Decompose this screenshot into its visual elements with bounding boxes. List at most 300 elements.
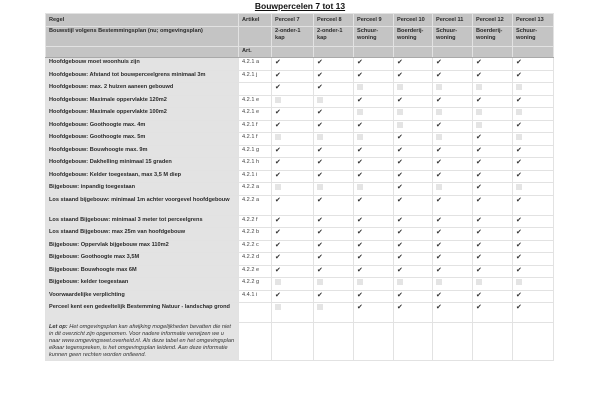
checkmark-icon: ✔ <box>476 196 482 204</box>
checkmark-icon: ✔ <box>357 59 363 66</box>
parcel-10-cell <box>394 70 433 83</box>
checkmark-icon: ✔ <box>357 241 363 249</box>
checkmark-icon: ✔ <box>397 196 403 204</box>
table-row <box>46 58 554 71</box>
checkmark-icon: ✔ <box>317 291 323 299</box>
blank-cell <box>272 323 314 361</box>
empty-checkbox-icon <box>476 122 482 128</box>
parcel-13-cell <box>513 83 554 96</box>
checkmark-icon: ✔ <box>275 229 281 236</box>
checkmark-icon: ✔ <box>317 241 323 249</box>
table-row <box>46 265 554 278</box>
parcel-10-cell <box>394 195 433 215</box>
checkmark-icon: ✔ <box>357 171 363 179</box>
checkmark-icon: ✔ <box>317 266 323 274</box>
parcel-9-cell <box>354 278 394 291</box>
article-ref: 4.2.1 f <box>239 133 272 146</box>
parcel-8-cell <box>314 228 354 241</box>
parcel-9-cell <box>354 303 394 323</box>
empty-checkbox-icon <box>476 109 482 115</box>
checkmark-icon: ✔ <box>357 121 363 129</box>
checkmark-icon: ✔ <box>275 291 281 299</box>
checkmark-icon: ✔ <box>476 254 482 261</box>
article-ref: 4.2.1 j <box>239 70 272 83</box>
article-ref: 4.2.2 a <box>239 195 272 215</box>
empty-checkbox-icon <box>357 279 363 285</box>
checkmark-icon: ✔ <box>275 121 281 129</box>
parcel-12-cell <box>473 215 513 228</box>
parcel-10-cell <box>394 303 433 323</box>
parcel-9-cell <box>354 215 394 228</box>
style-parcel-13: Schuur-woning <box>513 27 554 47</box>
parcel-11-cell <box>433 70 473 83</box>
checkmark-icon: ✔ <box>317 229 323 236</box>
parcel-12-cell <box>473 133 513 146</box>
blank-cell <box>473 323 513 361</box>
checkmark-icon: ✔ <box>476 134 482 141</box>
rule-label: Los staand bijgebouw: minimaal 1m achter voorgevel hoofdgebouw <box>46 195 239 215</box>
table-row <box>46 290 554 303</box>
parcel-10-cell <box>394 145 433 158</box>
parcel-13-cell <box>513 303 554 323</box>
article-ref: 4.2.1 a <box>239 58 272 71</box>
parcel-12-cell <box>473 83 513 96</box>
article-ref: 4.2.2 f <box>239 215 272 228</box>
checkmark-icon: ✔ <box>357 159 363 166</box>
checkmark-icon: ✔ <box>436 59 442 66</box>
parcel-7-cell <box>272 120 314 133</box>
checkmark-icon: ✔ <box>397 304 403 311</box>
parcel-7-cell <box>272 240 314 253</box>
parcel-9-cell <box>354 83 394 96</box>
empty-checkbox-icon <box>436 184 442 190</box>
style-parcel-12: Boerderij-woning <box>473 27 513 47</box>
rule-label: Bijgebouw: inpandig toegestaan <box>46 183 239 196</box>
table-row <box>46 83 554 96</box>
parcel-12-cell <box>473 228 513 241</box>
checkmark-icon: ✔ <box>275 84 281 91</box>
checkmark-icon: ✔ <box>476 184 482 191</box>
parcel-12-cell <box>473 158 513 171</box>
table-row <box>46 133 554 146</box>
checkmark-icon: ✔ <box>516 146 522 154</box>
article-ref <box>239 83 272 96</box>
table-row <box>46 108 554 121</box>
blank-cell <box>394 323 433 361</box>
table-row <box>46 95 554 108</box>
empty-checkbox-icon <box>476 279 482 285</box>
empty-checkbox-icon <box>516 84 522 90</box>
checkmark-icon: ✔ <box>516 96 522 104</box>
table-row <box>46 240 554 253</box>
parcel-7-cell <box>272 278 314 291</box>
checkmark-icon: ✔ <box>476 266 482 274</box>
parcel-11-cell <box>433 58 473 71</box>
rule-label: Voorwaardelijke verplichting <box>46 290 239 303</box>
parcel-7-cell <box>272 158 314 171</box>
table-row <box>46 278 554 291</box>
checkmark-icon: ✔ <box>436 71 442 79</box>
rule-label: Hoofdgebouw: Bouwhoogte max. 9m <box>46 145 239 158</box>
empty-checkbox-icon <box>397 109 403 115</box>
header-style-article-empty <box>239 27 272 47</box>
checkmark-icon: ✔ <box>476 71 482 79</box>
parcel-9-cell <box>354 228 394 241</box>
checkmark-icon: ✔ <box>516 196 522 204</box>
checkmark-icon: ✔ <box>476 96 482 104</box>
parcel-8-cell <box>314 265 354 278</box>
empty-checkbox-icon <box>516 184 522 190</box>
article-ref: 4.2.1 e <box>239 108 272 121</box>
checkmark-icon: ✔ <box>397 229 403 236</box>
checkmark-icon: ✔ <box>317 109 323 116</box>
parcel-11-cell <box>433 83 473 96</box>
empty-checkbox-icon <box>516 134 522 140</box>
article-ref: 4.2.1 i <box>239 170 272 183</box>
parcel-7-cell <box>272 290 314 303</box>
rule-label: Hoofdgebouw: Goothoogte max. 4m <box>46 120 239 133</box>
parcel-11-cell <box>433 278 473 291</box>
parcel-12-cell <box>473 70 513 83</box>
parcel-7-cell <box>272 145 314 158</box>
parcel-10-cell <box>394 170 433 183</box>
parcel-9-cell <box>354 265 394 278</box>
parcel-13-cell <box>513 240 554 253</box>
article-ref: 4.2.2 b <box>239 228 272 241</box>
article-ref: 4.2.2 e <box>239 265 272 278</box>
checkmark-icon: ✔ <box>436 216 442 224</box>
header-blank <box>394 47 433 58</box>
parcel-8-cell <box>314 145 354 158</box>
checkmark-icon: ✔ <box>516 71 522 79</box>
parcel-7-cell <box>272 228 314 241</box>
table-row <box>46 195 554 215</box>
rule-label: Hoofdgebouw: Maximale oppervlakte 120m2 <box>46 95 239 108</box>
checkmark-icon: ✔ <box>436 241 442 249</box>
empty-checkbox-icon <box>275 279 281 285</box>
rule-label: Hoofdgebouw: Kelder toegestaan, max 3,5 M diep <box>46 170 239 183</box>
header-rule: Regel <box>46 14 239 27</box>
rule-label: Hoofdgebouw: Goothoogte max. 5m <box>46 133 239 146</box>
parcel-11-cell <box>433 95 473 108</box>
checkmark-icon: ✔ <box>436 171 442 179</box>
blank-cell <box>433 323 473 361</box>
checkmark-icon: ✔ <box>436 266 442 274</box>
parcel-12-cell <box>473 95 513 108</box>
header-blank <box>513 47 554 58</box>
checkmark-icon: ✔ <box>436 196 442 204</box>
checkmark-icon: ✔ <box>357 229 363 236</box>
checkmark-icon: ✔ <box>357 254 363 261</box>
parcel-8-cell <box>314 183 354 196</box>
parcel-rules-table <box>45 13 554 361</box>
page-title: Bouwpercelen 7 tot 13 <box>254 1 346 11</box>
table-row <box>46 228 554 241</box>
header-blank <box>433 47 473 58</box>
parcel-10-cell <box>394 183 433 196</box>
table-row <box>46 120 554 133</box>
header-blank <box>272 47 314 58</box>
empty-checkbox-icon <box>516 109 522 115</box>
parcel-10-cell <box>394 215 433 228</box>
parcel-8-cell <box>314 215 354 228</box>
empty-checkbox-icon <box>357 109 363 115</box>
parcel-12-cell <box>473 170 513 183</box>
parcel-7-cell <box>272 215 314 228</box>
empty-checkbox-icon <box>317 304 323 310</box>
checkmark-icon: ✔ <box>516 171 522 179</box>
parcel-8-cell <box>314 133 354 146</box>
article-ref: 4.2.1 g <box>239 145 272 158</box>
checkmark-icon: ✔ <box>476 59 482 66</box>
parcel-8-cell <box>314 253 354 266</box>
checkmark-icon: ✔ <box>275 109 281 116</box>
parcel-13-cell <box>513 253 554 266</box>
empty-checkbox-icon <box>275 134 281 140</box>
parcel-9-cell <box>354 253 394 266</box>
table-row <box>46 303 554 323</box>
style-parcel-11: Schuur-woning <box>433 27 473 47</box>
table-row <box>46 145 554 158</box>
empty-checkbox-icon <box>397 84 403 90</box>
empty-checkbox-icon <box>436 134 442 140</box>
parcel-9-cell <box>354 95 394 108</box>
rule-label: Bijgebouw: kelder toegestaan <box>46 278 239 291</box>
table-row <box>46 70 554 83</box>
empty-checkbox-icon <box>357 184 363 190</box>
checkmark-icon: ✔ <box>516 229 522 236</box>
checkmark-icon: ✔ <box>397 159 403 166</box>
checkmark-icon: ✔ <box>397 291 403 299</box>
parcel-13-cell <box>513 215 554 228</box>
parcel-8-cell <box>314 70 354 83</box>
checkmark-icon: ✔ <box>357 266 363 274</box>
table-row <box>46 183 554 196</box>
empty-checkbox-icon <box>275 184 281 190</box>
checkmark-icon: ✔ <box>436 146 442 154</box>
empty-checkbox-icon <box>317 184 323 190</box>
checkmark-icon: ✔ <box>357 196 363 204</box>
parcel-11-cell <box>433 170 473 183</box>
parcel-12-cell <box>473 303 513 323</box>
parcel-8-cell <box>314 120 354 133</box>
parcel-9-cell <box>354 240 394 253</box>
article-ref: 4.4.1 i <box>239 290 272 303</box>
empty-checkbox-icon <box>317 279 323 285</box>
parcel-12-cell <box>473 183 513 196</box>
parcel-11-cell <box>433 120 473 133</box>
parcel-9-cell <box>354 145 394 158</box>
checkmark-icon: ✔ <box>317 171 323 179</box>
empty-checkbox-icon <box>436 279 442 285</box>
empty-checkbox-icon <box>476 84 482 90</box>
parcel-8-cell <box>314 278 354 291</box>
parcel-11-cell <box>433 145 473 158</box>
parcel-11-cell <box>433 158 473 171</box>
parcel-12-cell <box>473 253 513 266</box>
article-ref: 4.2.2 d <box>239 253 272 266</box>
checkmark-icon: ✔ <box>357 304 363 311</box>
checkmark-icon: ✔ <box>275 171 281 179</box>
parcel-8-cell <box>314 240 354 253</box>
rule-label: Bijgebouw: Bouwhoogte max 6M <box>46 265 239 278</box>
parcel-12-cell <box>473 265 513 278</box>
parcel-8-cell <box>314 195 354 215</box>
empty-checkbox-icon <box>516 279 522 285</box>
header-parcel-9: Perceel 9 <box>354 14 394 27</box>
checkmark-icon: ✔ <box>516 59 522 66</box>
checkmark-icon: ✔ <box>476 229 482 236</box>
parcel-13-cell <box>513 183 554 196</box>
rule-label: Los staand Bijgebouw: max 25m van hoofdgebouw <box>46 228 239 241</box>
parcel-10-cell <box>394 158 433 171</box>
parcel-7-cell <box>272 95 314 108</box>
empty-checkbox-icon <box>397 279 403 285</box>
header-style-label: Bouwstijl volgens Bestemmingsplan (nu; omgevingsplan) <box>46 27 239 47</box>
checkmark-icon: ✔ <box>516 291 522 299</box>
checkmark-icon: ✔ <box>476 216 482 224</box>
checkmark-icon: ✔ <box>317 146 323 154</box>
article-ref <box>239 303 272 323</box>
parcel-11-cell <box>433 240 473 253</box>
rule-label: Hoofdgebouw: Maximale oppervlakte 100m2 <box>46 108 239 121</box>
header-parcel-8: Perceel 8 <box>314 14 354 27</box>
parcel-13-cell <box>513 290 554 303</box>
rule-label: Hoofdgebouw: Dakhelling minimaal 15 graden <box>46 158 239 171</box>
table-row <box>46 253 554 266</box>
empty-checkbox-icon <box>317 97 323 103</box>
parcel-7-cell <box>272 265 314 278</box>
checkmark-icon: ✔ <box>397 266 403 274</box>
checkmark-icon: ✔ <box>476 171 482 179</box>
checkmark-icon: ✔ <box>357 71 363 79</box>
style-parcel-10: Boerderij-woning <box>394 27 433 47</box>
parcel-11-cell <box>433 303 473 323</box>
checkmark-icon: ✔ <box>397 171 403 179</box>
checkmark-icon: ✔ <box>357 96 363 104</box>
parcel-10-cell <box>394 95 433 108</box>
blank-cell <box>513 323 554 361</box>
parcel-7-cell <box>272 83 314 96</box>
empty-checkbox-icon <box>436 109 442 115</box>
checkmark-icon: ✔ <box>317 216 323 224</box>
checkmark-icon: ✔ <box>317 121 323 129</box>
checkmark-icon: ✔ <box>436 159 442 166</box>
empty-checkbox-icon <box>357 84 363 90</box>
checkmark-icon: ✔ <box>516 121 522 129</box>
parcel-8-cell <box>314 290 354 303</box>
parcel-13-cell <box>513 120 554 133</box>
parcel-9-cell <box>354 58 394 71</box>
header-parcel-13: Perceel 13 <box>513 14 554 27</box>
table-row <box>46 158 554 171</box>
parcel-11-cell <box>433 265 473 278</box>
parcel-11-cell <box>433 290 473 303</box>
parcel-13-cell <box>513 145 554 158</box>
header-art-short: Art. <box>239 47 272 58</box>
parcel-8-cell <box>314 158 354 171</box>
parcel-7-cell <box>272 70 314 83</box>
checkmark-icon: ✔ <box>275 159 281 166</box>
article-ref: 4.2.2 g <box>239 278 272 291</box>
parcel-7-cell <box>272 133 314 146</box>
empty-checkbox-icon <box>275 97 281 103</box>
parcel-11-cell <box>433 228 473 241</box>
checkmark-icon: ✔ <box>397 146 403 154</box>
parcel-13-cell <box>513 95 554 108</box>
empty-checkbox-icon <box>275 304 281 310</box>
parcel-10-cell <box>394 58 433 71</box>
parcel-12-cell <box>473 240 513 253</box>
parcel-11-cell <box>433 215 473 228</box>
parcel-11-cell <box>433 133 473 146</box>
checkmark-icon: ✔ <box>397 71 403 79</box>
parcel-12-cell <box>473 58 513 71</box>
rule-label: Hoofdgebouw moet woonhuis zijn <box>46 58 239 71</box>
parcel-9-cell <box>354 108 394 121</box>
parcel-13-cell <box>513 170 554 183</box>
header-article: Artikel <box>239 14 272 27</box>
checkmark-icon: ✔ <box>275 146 281 154</box>
empty-checkbox-icon <box>436 84 442 90</box>
header-parcel-11: Perceel 11 <box>433 14 473 27</box>
checkmark-icon: ✔ <box>516 216 522 224</box>
header-art-empty <box>46 47 239 58</box>
parcel-8-cell <box>314 108 354 121</box>
checkmark-icon: ✔ <box>317 71 323 79</box>
parcel-12-cell <box>473 278 513 291</box>
checkmark-icon: ✔ <box>275 59 281 66</box>
rule-label: Hoofdgebouw: Afstand tot bouwperceelgrens minimaal 3m <box>46 70 239 83</box>
parcel-12-cell <box>473 195 513 215</box>
checkmark-icon: ✔ <box>476 291 482 299</box>
checkmark-icon: ✔ <box>436 229 442 236</box>
parcel-9-cell <box>354 158 394 171</box>
parcel-7-cell <box>272 58 314 71</box>
table-header <box>46 14 554 58</box>
parcel-13-cell <box>513 228 554 241</box>
table-body <box>46 58 554 361</box>
parcel-8-cell <box>314 95 354 108</box>
rule-label: Bijgebouw: Oppervlak bijgebouw max 110m2 <box>46 240 239 253</box>
parcel-10-cell <box>394 133 433 146</box>
checkmark-icon: ✔ <box>275 241 281 249</box>
checkmark-icon: ✔ <box>357 216 363 224</box>
parcel-7-cell <box>272 108 314 121</box>
parcel-7-cell <box>272 195 314 215</box>
checkmark-icon: ✔ <box>436 291 442 299</box>
article-ref: 4.2.1 f <box>239 120 272 133</box>
checkmark-icon: ✔ <box>436 96 442 104</box>
checkmark-icon: ✔ <box>275 71 281 79</box>
header-parcel-10: Perceel 10 <box>394 14 433 27</box>
checkmark-icon: ✔ <box>397 184 403 191</box>
article-ref: 4.2.1 e <box>239 95 272 108</box>
parcel-8-cell <box>314 83 354 96</box>
header-blank <box>473 47 513 58</box>
checkmark-icon: ✔ <box>275 196 281 204</box>
parcel-7-cell <box>272 170 314 183</box>
rule-label: Hoofdgebouw: max. 2 huizen aaneen gebouwd <box>46 83 239 96</box>
rule-label: Bijgebouw: Goothoogte max 3,5M <box>46 253 239 266</box>
parcel-13-cell <box>513 158 554 171</box>
checkmark-icon: ✔ <box>317 254 323 261</box>
checkmark-icon: ✔ <box>476 304 482 311</box>
rule-label: Los staand Bijgebouw: minimaal 3 meter tot perceelgrens <box>46 215 239 228</box>
article-ref: 4.2.2 a <box>239 183 272 196</box>
parcel-10-cell <box>394 290 433 303</box>
empty-checkbox-icon <box>357 134 363 140</box>
